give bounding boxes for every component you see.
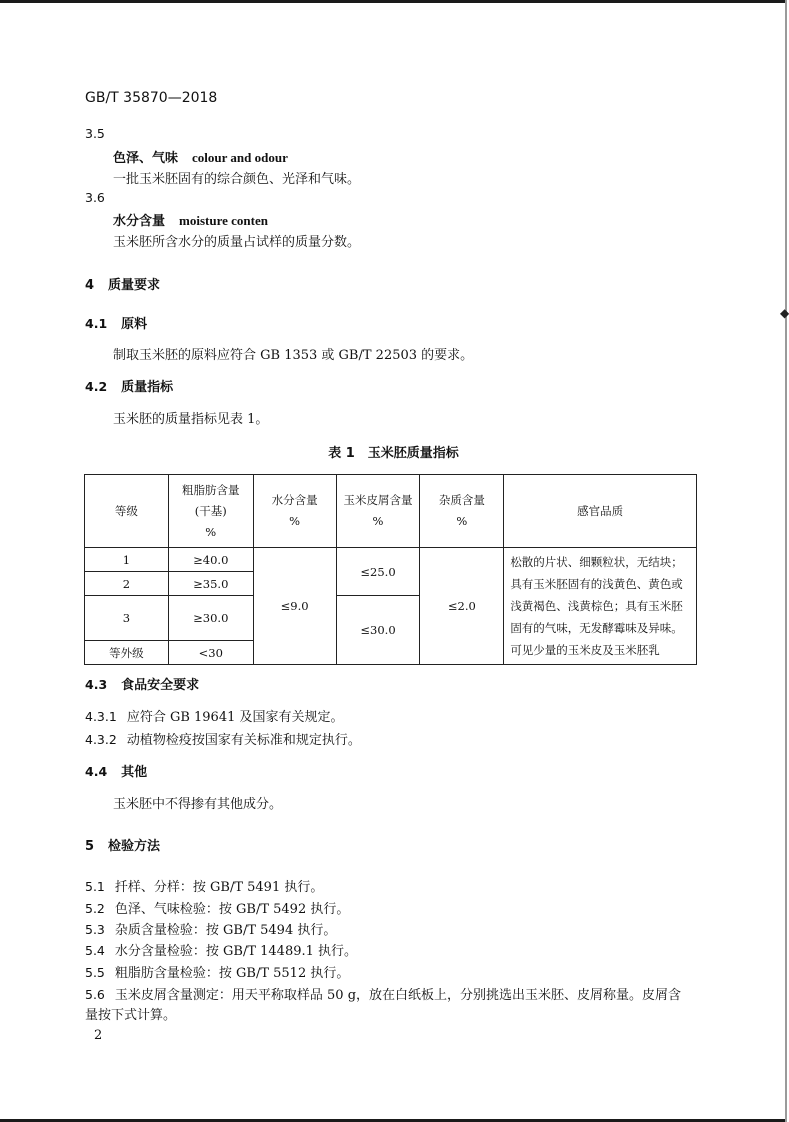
sensory-line: 固有的气味，无发酵霉味及异味。 bbox=[510, 621, 683, 635]
method-5-5 bbox=[85, 962, 349, 981]
header-line: % bbox=[372, 514, 384, 528]
section-4-heading bbox=[85, 274, 160, 293]
method-text: 杂质含量检验：按 GB/T 5494 执行。 bbox=[114, 923, 337, 938]
cell-fat: ≥40.0 bbox=[168, 548, 253, 572]
section-3-6-term bbox=[113, 210, 268, 229]
section-4-3-1 bbox=[85, 706, 344, 725]
sensory-line: 具有玉米胚固有的浅黄色、黄色或 bbox=[510, 577, 683, 591]
header-line: 水分含量 bbox=[271, 493, 318, 507]
section-number: 5.4 bbox=[85, 943, 105, 958]
method-5-1 bbox=[85, 876, 323, 895]
method-text: 玉米皮屑含量测定：用天平称取样品 50 g，放在白纸板上，分别挑选出玉米胚、皮屑称量。皮屑含 bbox=[114, 988, 682, 1003]
page-number: 2 bbox=[94, 1028, 103, 1043]
sensory-line: 松散的片状、细颗粒状，无结块； bbox=[510, 555, 683, 569]
cell-moisture: ≤9.0 bbox=[253, 548, 336, 665]
cell-bran-lower: ≤30.0 bbox=[336, 596, 420, 665]
header-line: 玉米皮屑含量 bbox=[343, 493, 413, 507]
header-crude-fat bbox=[168, 475, 253, 548]
standard-number-header: GB/T 35870—2018 bbox=[85, 90, 218, 106]
header-line: 杂质含量 bbox=[438, 493, 485, 507]
section-number: 5.5 bbox=[85, 965, 105, 980]
term-cn: 色泽、气味 bbox=[113, 151, 179, 166]
section-3-6-number: 3.6 bbox=[85, 190, 105, 205]
method-text: 水分含量检验：按 GB/T 14489.1 执行。 bbox=[114, 944, 358, 959]
section-title: 检验方法 bbox=[108, 839, 161, 854]
scan-top-border bbox=[0, 0, 787, 3]
table-row bbox=[85, 548, 697, 572]
section-number: 4.4 bbox=[85, 764, 108, 779]
method-5-3 bbox=[85, 919, 336, 938]
section-number: 5.2 bbox=[85, 901, 105, 916]
header-line: (干基) bbox=[194, 503, 227, 518]
section-4-4-body: 玉米胚中不得掺有其他成分。 bbox=[113, 797, 283, 812]
section-3-5-number: 3.5 bbox=[85, 126, 105, 141]
section-number: 5 bbox=[85, 839, 95, 854]
cell-fat: ≥30.0 bbox=[168, 596, 253, 641]
cell-grade: 3 bbox=[85, 596, 169, 641]
section-number: 4.3.2 bbox=[85, 732, 117, 747]
section-number: 4.2 bbox=[85, 379, 108, 394]
method-5-4 bbox=[85, 940, 357, 959]
header-line: % bbox=[456, 514, 468, 528]
header-bran bbox=[336, 475, 420, 548]
header-line: % bbox=[205, 524, 217, 539]
header-grade: 等级 bbox=[85, 475, 169, 548]
section-5-heading bbox=[85, 835, 160, 854]
term-cn: 水分含量 bbox=[113, 214, 166, 229]
section-title: 其他 bbox=[121, 765, 148, 780]
cell-grade: 等外级 bbox=[85, 641, 169, 665]
header-line: % bbox=[289, 514, 301, 528]
cell-bran-upper: ≤25.0 bbox=[336, 548, 420, 596]
method-text: 色泽、气味检验：按 GB/T 5492 执行。 bbox=[114, 902, 350, 917]
term-en: moisture conten bbox=[179, 213, 268, 228]
method-5-2 bbox=[85, 898, 349, 917]
table-caption: 表 1 玉米胚质量指标 bbox=[328, 446, 459, 461]
section-number: 4.3.1 bbox=[85, 709, 117, 724]
section-title: 食品安全要求 bbox=[121, 678, 200, 693]
section-4-3-2 bbox=[85, 729, 361, 748]
section-4-2-heading bbox=[85, 376, 173, 395]
sensory-line: 浅黄褐色、浅黄棕色；具有玉米胚 bbox=[510, 599, 683, 613]
table-header-row bbox=[85, 475, 697, 548]
cell-impurity: ≤2.0 bbox=[420, 548, 504, 665]
header-impurity bbox=[420, 475, 504, 548]
scan-mark: ◆ bbox=[780, 306, 789, 320]
cell-sensory bbox=[504, 548, 697, 665]
section-body: 动植物检疫按国家有关标准和规定执行。 bbox=[126, 733, 361, 748]
section-3-5-definition: 一批玉米胚固有的综合颜色、光泽和气味。 bbox=[113, 172, 361, 187]
section-body: 应符合 GB 19641 及国家有关规定。 bbox=[126, 710, 344, 725]
cell-grade: 1 bbox=[85, 548, 169, 572]
section-title: 质量要求 bbox=[108, 278, 161, 293]
cell-fat: <30 bbox=[168, 641, 253, 665]
section-4-4-heading bbox=[85, 761, 147, 780]
section-number: 4.3 bbox=[85, 677, 108, 692]
header-sensory: 感官品质 bbox=[504, 475, 697, 548]
term-en: colour and odour bbox=[192, 150, 288, 165]
sensory-line: 可见少量的玉米皮及玉米胚乳 bbox=[510, 643, 660, 657]
method-5-6 bbox=[85, 984, 681, 1003]
method-text: 粗脂肪含量检验：按 GB/T 5512 执行。 bbox=[114, 966, 350, 981]
section-title: 原料 bbox=[121, 317, 148, 332]
method-5-6-continued: 量按下式计算。 bbox=[85, 1008, 177, 1023]
cell-grade: 2 bbox=[85, 572, 169, 596]
section-4-2-body: 玉米胚的质量指标见表 1。 bbox=[113, 412, 269, 427]
scan-right-border bbox=[785, 0, 787, 1122]
section-3-5-term bbox=[113, 147, 288, 166]
quality-indicator-table bbox=[84, 474, 697, 665]
section-number: 4 bbox=[85, 278, 95, 293]
section-4-3-heading bbox=[85, 674, 199, 693]
section-number: 4.1 bbox=[85, 316, 108, 331]
section-number: 5.1 bbox=[85, 879, 105, 894]
method-text: 扦样、分样：按 GB/T 5491 执行。 bbox=[114, 880, 324, 895]
header-moisture bbox=[253, 475, 336, 548]
section-3-6-definition: 玉米胚所含水分的质量占试样的质量分数。 bbox=[113, 235, 361, 250]
section-4-1-body: 制取玉米胚的原料应符合 GB 1353 或 GB/T 22503 的要求。 bbox=[113, 348, 474, 363]
section-number: 5.3 bbox=[85, 922, 105, 937]
section-4-1-heading bbox=[85, 313, 147, 332]
section-title: 质量指标 bbox=[121, 380, 174, 395]
cell-fat: ≥35.0 bbox=[168, 572, 253, 596]
section-number: 5.6 bbox=[85, 987, 105, 1002]
header-line: 粗脂肪含量 bbox=[182, 482, 240, 497]
